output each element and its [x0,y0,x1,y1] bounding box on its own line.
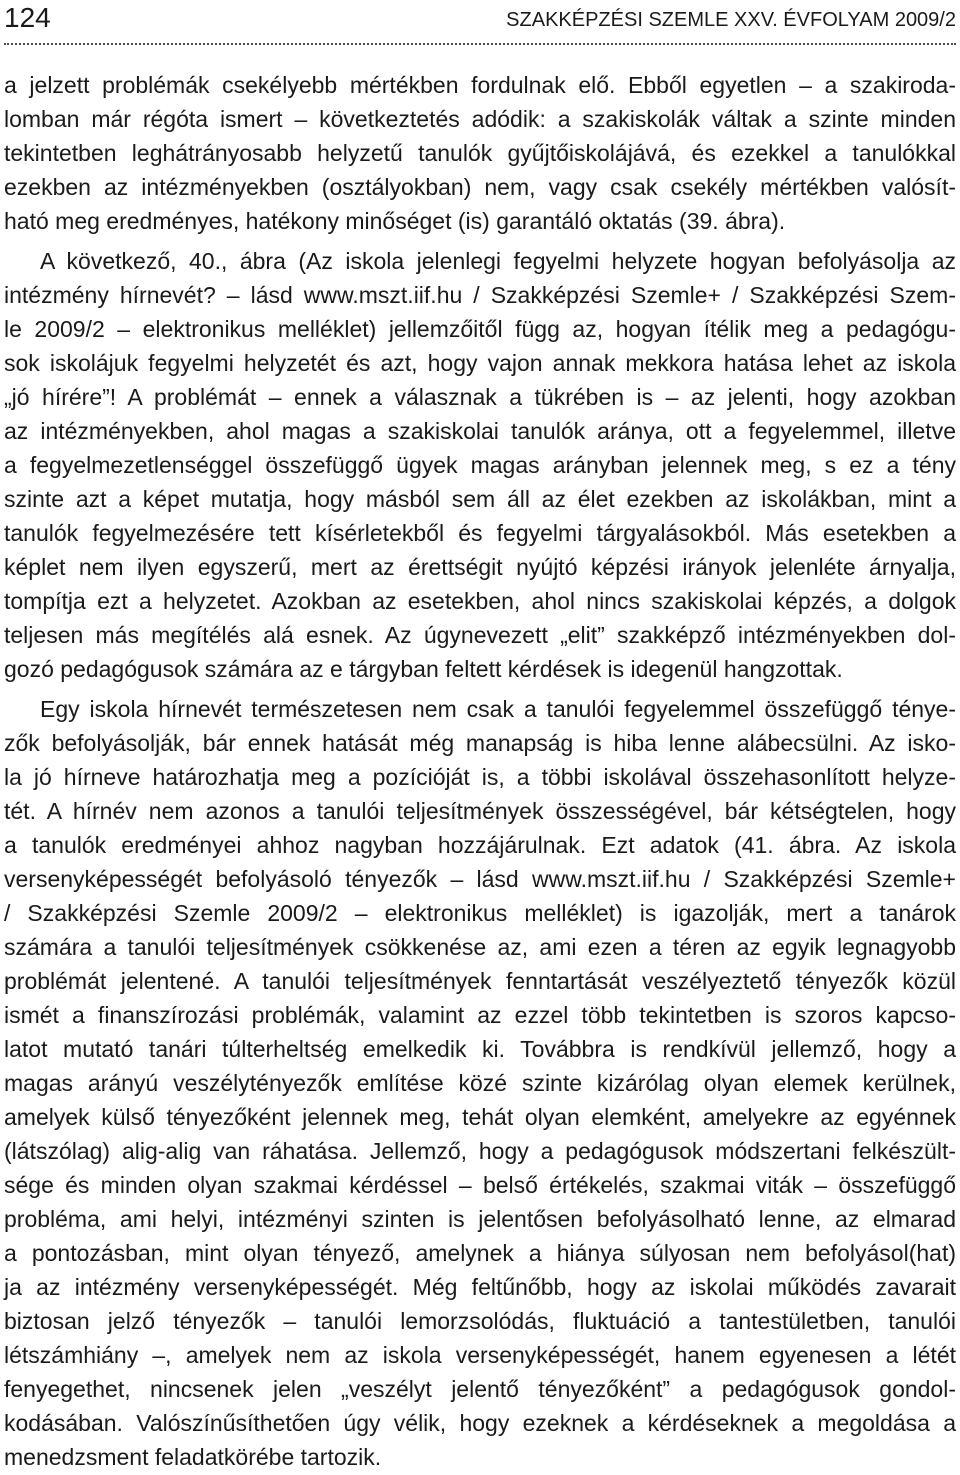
text-line: a fegyelmezetlenséggel összefüggő ügyek magas arányban jelennek meg, s ez a tény [4,452,956,478]
text-line: la jó hírneve határozhatja meg a pozícióját is, a többi iskolával összehasonlított helyze- [4,764,956,790]
text-line: a tanulók eredményei ahhoz nagyban hozzájárulnak. Ezt adatok (41. ábra. Az iskola [4,832,956,858]
running-header [4,0,956,44]
text-line: / Szakképzési Szemle 2009/2 – elektronikus melléklet) is igazolják, mert a tanárok [4,900,956,926]
text-line: az intézményekben, ahol magas a szakiskolai tanulók aránya, ott a fegyelemmel, illetve [4,418,956,444]
text-line: tekintetben leghátrányosabb helyzetű tanulók gyűjtőiskolájává, és ezekkel a tanulókkal [4,140,956,166]
text-line: sok iskolájuk fegyelmi helyzetét és azt, hogy vajon annak mekkora hatása lehet az iskola [4,350,956,376]
text-line: probléma, ami helyi, intézményi szinten is jelentősen befolyásolható lenne, az elmarad [4,1206,956,1232]
text-line: „jó hírére”! A problémát – ennek a válasznak a tükrében is – az jelenti, hogy azokban [4,384,956,410]
text-line: le 2009/2 – elektronikus melléklet) jellemzőitől függ az, hogyan ítélik meg a pedagógu- [4,316,956,342]
text-line: intézmény hírnevét? – lásd www.mszt.iif.hu / Szakképzési Szemle+ / Szakképzési Szem- [4,282,956,308]
text-line: A következő, 40., ábra (Az iskola jelenlegi fegyelmi helyzete hogyan befolyásolja az [40,248,956,274]
text-line: biztosan jelző tényezők – tanulói lemorzsolódás, fluktuáció a tantestületben, tanulói [4,1308,956,1334]
text-line: gozó pedagógusok számára az e tárgyban feltett kérdések is idegenül hangzottak. [4,656,843,682]
text-line: teljesen más megítélés alá esnek. Az úgynevezett „elit” szakképző intézményekben dol- [4,622,956,648]
text-line: tét. A hírnév nem azonos a tanulói teljesítmények összességével, bár kétségtelen, hogy [4,798,956,824]
text-line: ható meg eredményes, hatékony minőséget (is) garantáló oktatás (39. ábra). [4,208,786,234]
article-body [4,68,956,1474]
header-divider [4,43,956,45]
text-line: zők befolyásolják, bár ennek hatását még manapság is hiba lenne alábecsülni. Az isko- [4,730,956,756]
text-line: ja az intézmény versenyképességét. Még feltűnőbb, hogy az iskolai működés zavarait [4,1274,956,1300]
text-line: menedzsment feladatkörébe tartozik. [4,1444,382,1470]
text-line: lomban már régóta ismert – következtetés adódik: a szakiskolák váltak a szinte minden [4,106,956,132]
page-number: 124 [4,2,51,33]
text-line: képlet nem ilyen egyszerű, mert az érettségit nyújtó képzési irányok jelenléte árnyalja, [4,554,956,580]
journal-title: SZAKKÉPZÉSI SZEMLE XXV. ÉVFOLYAM 2009/2 [506,9,956,31]
text-line: tanulók fegyelmezésére tett kísérletekből és fegyelmi tárgyalásokból. Más esetekben a [4,520,956,546]
text-line: sége és minden olyan szakmai kérdéssel – belső értékelés, szakmai viták – összefüggő [4,1172,956,1198]
text-line: versenyképességét befolyásoló tényezők – lásd www.mszt.iif.hu / Szakképzési Szemle+ [4,866,956,892]
text-line: latot mutató tanári túlterheltség emelkedik ki. Továbbra is rendkívül jellemző, hogy a [4,1036,956,1062]
text-line: magas arányú veszélytényezők említése közé szinte kizárólag olyan elemek kerülnek, [4,1070,956,1096]
text-line: problémát jelentené. A tanulói teljesítmények fenntartását veszélyeztető tényezők közül [4,968,956,994]
text-line: kodásában. Valószínűsíthetően úgy vélik, hogy ezeknek a kérdéseknek a megoldása a [4,1410,956,1436]
text-line: szinte azt a képet mutatja, hogy másból sem áll az élet ezekben az iskolákban, mint a [4,486,956,512]
text-line: tompítja ezt a helyzetet. Azokban az esetekben, ahol nincs szakiskolai képzés, a dolgok [4,588,956,614]
text-line: amelyek külső tényezőként jelennek meg, tehát olyan elemként, amelyekre az egyénnek [4,1104,956,1130]
paragraph [4,692,956,1474]
text-line: Egy iskola hírnevét természetesen nem csak a tanulói fegyelemmel összefüggő ténye- [40,696,956,722]
text-line: fenyegethet, nincsenek jelen „veszélyt jelentő tényezőként” a pedagógusok gondol- [4,1376,956,1402]
text-line: létszámhiány –, amelyek nem az iskola versenyképességét, hanem egyenesen a létét [4,1342,956,1368]
text-line: számára a tanulói teljesítmények csökkenése az, ami ezen a téren az egyik legnagyobb [4,934,956,960]
paragraph [4,68,956,238]
text-line: (látszólag) alig-alig van ráhatása. Jellemző, hogy a pedagógusok módszertani felkészült- [4,1138,956,1164]
text-line: a jelzett problémák csekélyebb mértékben fordulnak elő. Ebből egyetlen – a szakiroda- [4,72,956,98]
paragraph [4,244,956,686]
text-line: ismét a finanszírozási problémák, valamint az ezzel több tekintetben is szoros kapcso- [4,1002,956,1028]
text-line: ezekben az intézményekben (osztályokban) nem, vagy csak csekély mértékben valósít- [4,174,956,200]
text-line: a pontozásban, mint olyan tényező, amelynek a hiánya súlyosan nem befolyásol(hat) [4,1240,956,1266]
